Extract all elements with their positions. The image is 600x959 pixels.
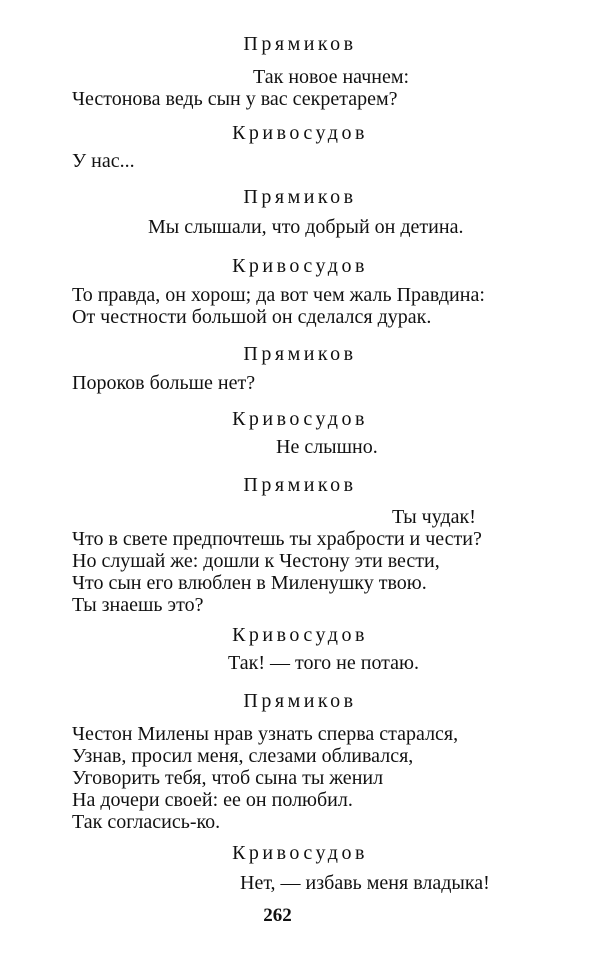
speaker-name: Прямиков (243, 474, 357, 496)
speaker-name: Кривосудов (232, 624, 368, 646)
verse-line: Ты знаешь это? (72, 594, 204, 616)
verse-line: Ты чудак! (392, 506, 476, 528)
verse-line: Узнав, просил меня, слезами обливался, (72, 745, 414, 767)
verse-line: Что сын его влюблен в Миленушку твою. (72, 572, 427, 594)
verse-line: Не слышно. (276, 436, 378, 458)
verse-line: Так! — того не потаю. (228, 652, 419, 674)
verse-line: Честон Милены нрав узнать сперва старался, (72, 723, 459, 745)
verse-line: У нас... (72, 150, 135, 172)
verse-line: На дочери своей: ее он полюбил. (72, 789, 353, 811)
speaker-name: Кривосудов (232, 408, 368, 430)
verse-line: Уговорить тебя, чтоб сына ты женил (72, 767, 384, 789)
page-number: 262 (263, 905, 292, 926)
speaker-name: Прямиков (243, 690, 357, 712)
verse-line: Пороков больше нет? (72, 372, 256, 394)
verse-line: Честонова ведь сын у вас секретарем? (72, 88, 398, 110)
verse-line: Нет, — избавь меня владыка! (240, 872, 490, 894)
verse-line: Так новое начнем: (253, 66, 410, 88)
verse-line: Так согласись-ко. (72, 811, 221, 833)
verse-line: Мы слышали, что добрый он детина. (148, 216, 464, 238)
speaker-name: Прямиков (243, 33, 357, 55)
speaker-name: Прямиков (243, 343, 357, 365)
speaker-name: Кривосудов (232, 255, 368, 277)
speaker-name: Кривосудов (232, 122, 368, 144)
verse-line: То правда, он хорош; да вот чем жаль Правдина: (72, 284, 485, 306)
speaker-name: Прямиков (243, 186, 357, 208)
verse-line: Но слушай же: дошли к Честону эти вести, (72, 550, 440, 572)
verse-line: От честности большой он сделался дурак. (72, 306, 432, 328)
verse-line: Что в свете предпочтешь ты храбрости и чести? (72, 528, 482, 550)
speaker-name: Кривосудов (232, 842, 368, 864)
